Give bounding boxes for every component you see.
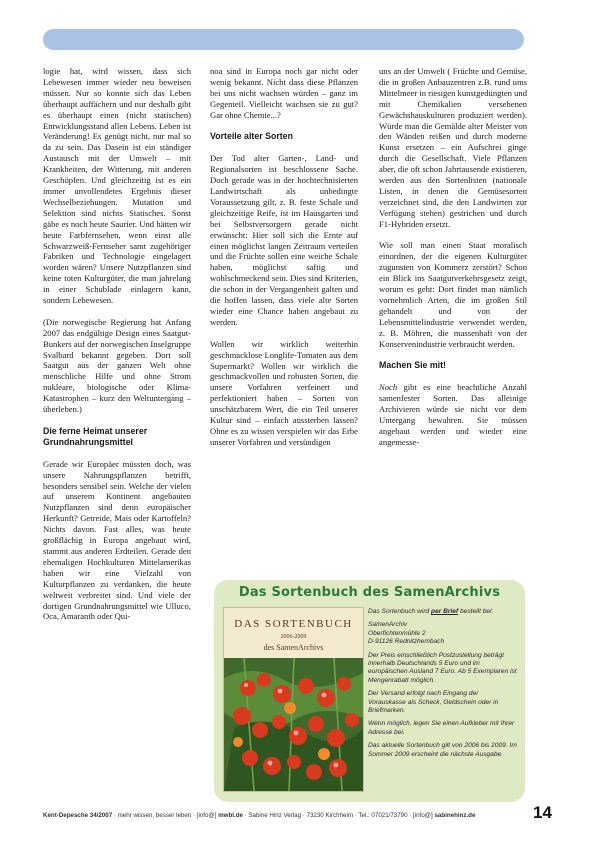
website-link: sabinehinz.de xyxy=(434,812,476,819)
paragraph: logie hat, wird wissen, dass sich Lebewesen immer wieder neu beweisen müssen. Nur so konnte sich das Leben überhaupt auffächern und nur deshalb gibt es überhaupt einen (nicht statischen) Entwicklungsstand allen Lebens. Leben ist Veränderung! Es genügt nicht, nur mal so da zu sein. Das Dasein ist ein ständiger Austausch mit der Umwelt – mit Krankheiten, der Witterung, mit anderen Geschöpfen. Und gleichzeitig ist es ein immer unvollendetes Ergebnis dieser Wechselbeziehungen. Mutation und Selektion sind nichts Statisches. Sonst gäbe es noch heute Saurier. Und hätten wir heute Farbfernsehen, wenn einst alle Schwarzweiß-Fernseher samt zugehöriger Fabriken und Technologie eingelagert worden wären? Unsere Nutzpflanzen sind keine toten Kulturgüter, die man jahrelang in einer Schublade einlagern kann, sondern Lebewesen. xyxy=(43,66,191,306)
order-instructions xyxy=(368,608,518,616)
validity-info: Das aktuelle Sortenbuch gilt von 2006 bis 2009. Im Sommer 2009 erscheint die nächste Ausgabe. xyxy=(368,742,517,758)
footer-text: · Sabine Hinz Verlag · 73230 Kirchheim · Tel.: 07021/73790 · [info@] xyxy=(242,812,435,819)
tomato-plant-illustration xyxy=(224,658,363,791)
price-info: Der Preis einschließlich Postzustellung beträgt innerhalb Deutschlands 5 Euro und im europäischen Ausland 7 Euro. Ab 5 Exemplaren ist Mengenrabatt möglich. xyxy=(368,651,517,684)
paragraph: noa sind in Europa noch gar nicht oder wenig bekannt. Nicht dass diese Pflanzen bei uns nicht wachsen würden – ganz im Gegenteil. Vielleicht wachsen sie zu gut? Gar ohne Chemie...? xyxy=(210,66,358,120)
order-text: bestellt bei: xyxy=(458,608,494,615)
paragraph: Der Tod alter Garten-, Land- und Regionalsorten ist beschlossene Sache. Doch gerade was in der hochtechnisierten Landwirtschaft als unbedingte Voraussetzung gilt, z. B. feste Schale und gleichzeitige Reife, ist im Hausgarten und bei Selbstversorgern gerade nicht erwünscht: Hier soll sich die Ernte auf einen möglichst langen Zeitraum verteilen und die Früchte sollen eine weiche Schale haben, möglichst saftig und wohlschmeckend sein. Dies sind Kriterien, die schon in der Vergangenheit galten und die hoffen lassen, dass viele alte Sorten wieder eine Chance haben angebaut zu werden. xyxy=(210,153,358,327)
section-heading: Die ferne Heimat unserer Grundnahrungsmittel xyxy=(43,425,148,447)
address-line: Oberfichtenmühle 2 xyxy=(368,629,426,637)
column-3 xyxy=(379,66,527,459)
order-text: Das Sortenbuch wird xyxy=(368,608,432,615)
order-information xyxy=(368,608,518,764)
website-link: mwbl.de xyxy=(218,812,243,819)
sortenbuch-info-box xyxy=(214,580,525,802)
paragraph: (Die norwegische Regierung hat Anfang 2007 das endgültige Design eines Saatgut-Bunkers auf der norwegischen Inselgruppe Svalbard bekannt gegeben. Dort soll Saatgut aus der ganzen Welt ohne menschliche Hilfe und ohne Strom nukleare, biologische oder Klima-Katastrophen – kurz den Weltuntergang – überleben.) xyxy=(43,316,191,415)
paragraph: Wie soll man einen Staat moralisch einordnen, der die eigenen Kulturgüter zugunsten von Kommerz zerstört? Schon ein Blick ins Saatgutverkehrsgesetz zeigt, worum es geht: Dort findet man nämlich vornehmlich Arten, die im großen Stil gehandelt und von der Lebensmittelindustrie verwendet werden, z. B. Möhren, die massenhaft von der Konservenindustrie verbraucht werden. xyxy=(379,240,527,349)
book-cover-title: DAS SORTENBUCH xyxy=(234,618,353,630)
book-cover-years: 2006-2009 xyxy=(280,634,307,640)
paragraph xyxy=(379,382,527,447)
book-cover-subtitle: des SamenArchivs xyxy=(263,643,324,652)
column-1 xyxy=(43,66,191,633)
issue-label: Kent-Depesche 34/2007 xyxy=(43,812,113,819)
emphasis: Noch xyxy=(379,382,398,393)
address-line: D-91126 Rednitzhembach xyxy=(368,638,445,646)
header-bar xyxy=(43,29,524,50)
address-line: SamenArchiv xyxy=(368,621,408,629)
paragraph-text: gibt es eine beachtliche Anzahl samenfester Sorten. Das alleinige Archivieren würde sie nicht vor dem Untergang bewahren. Sie müssen angebaut werden und wieder eine angemesse- xyxy=(379,382,527,447)
column-2 xyxy=(210,66,358,459)
box-title: Das Sortenbuch des SamenArchivs xyxy=(238,585,501,600)
paragraph: Wollen wir wirklich weiterhin geschmacklose Longlife-Tomaten aus dem Supermarkt? Wollen wir wirklich die geschmackvollen und robusten Sorten, die unsere Vorfahren verfeinert und perfektioniert haben – Sorten von unschätzbarem Wert, die ein Teil unserer Kultur sind – einfach aussterben lassen? Ohne es zu wissen verspielen wir das Erbe unserer Vorfahren und versündigen xyxy=(210,338,358,447)
book-cover-image xyxy=(223,607,364,792)
order-address xyxy=(368,621,518,646)
page-number: 14 xyxy=(533,803,552,822)
paragraph: uns an der Umwelt ( Früchte und Gemüse, die in großen Anbauzentren z.B. rund ums Mittelmeer in riesigen kunstgedüngten und mit Chemikalien versehenen Gewächshauskulturen produziert werden). Würde man die Gemälde alter Meister von den Wänden reißen und durch moderne Kunst ersetzen – ein Aufschrei ginge durch die Gesellschaft. Viele Pflanzen aber, die oft schon Jahrtausende existieren, werden aus den Sortenlisten (nationale Listen, in denen die Gemüsesorten verzeichnet sind, die den Landwirten zur Verfügung stehen) gestrichen und durch F1-Hybriden ersetzt. xyxy=(379,66,527,229)
section-heading: Vorteile alter Sorten xyxy=(210,131,293,142)
order-method: per Brief xyxy=(431,608,459,615)
section-heading: Machen Sie mit! xyxy=(379,360,446,371)
sticker-info: Wenn möglich, legen Sie einen Aufkleber mit Ihrer Adresse bei. xyxy=(368,720,515,736)
page-footer xyxy=(43,812,475,819)
footer-text: · mehr wissen, besser leben · [info@] xyxy=(112,812,219,819)
paragraph: Gerade wir Europäer müssten doch, was unsere Nahrungspflanzen betrifft, besonders sensibel sein. Welche der vielen auf unserem Kontinent angebauten Nutzpflanzen sind denn europäischer Herkunft? Getreide, Mais oder Kartoffeln? Nichts davon. Fast alles, was heute großflächig in Europa angebaut wird, stammt aus anderen Erdteilen. Gerade den ehemaligen Hochkulturen Mittelamerikas haben wir eine Vielzahl von Kulturpflanzen zu verdanken, die heute weltweit verbreitet sind. Und viele der dortigen Grundnahrungsmittel wie Ulluco, Oca, Amaranth oder Qui- xyxy=(43,458,191,622)
shipping-info: Der Versand erfolgt nach Eingang der Vorauskasse als Scheck, Geldschein oder in Briefmarken. xyxy=(368,690,499,715)
